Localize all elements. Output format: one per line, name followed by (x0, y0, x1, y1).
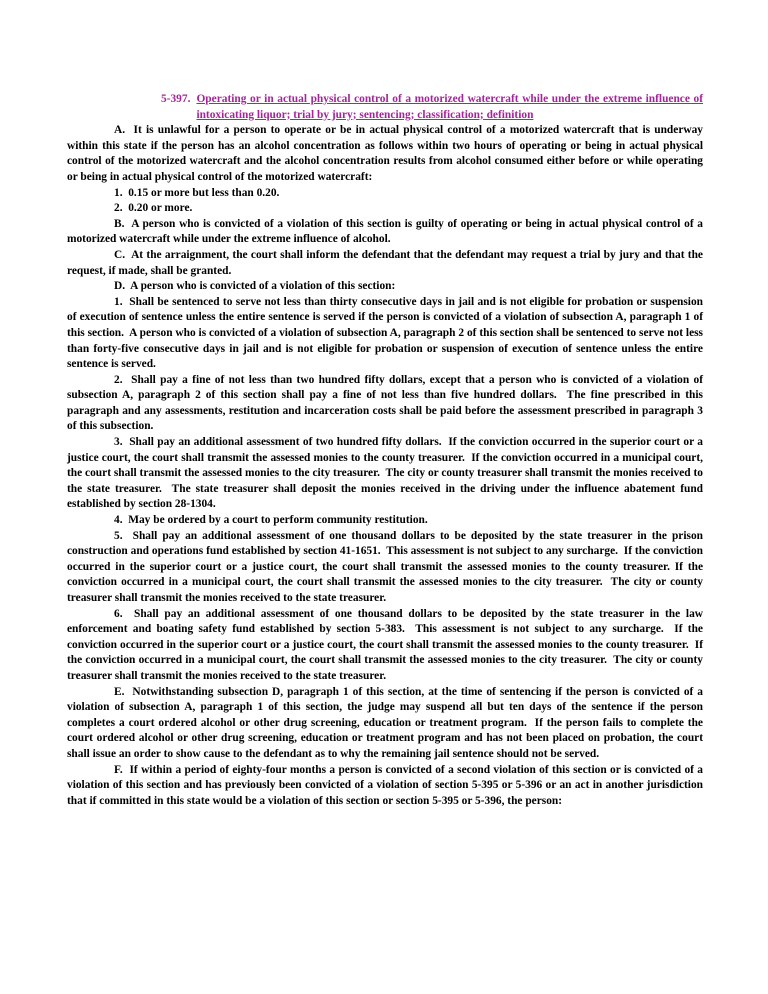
section-title: Operating or in actual physical control of a motorized watercraft while under the extreme influence of intoxicating liquor; trial by jury; sentencing; classification; definition (196, 93, 703, 121)
paragraph-d-5: 5. Shall pay an additional assessment of one thousand dollars to be deposited by the state treasurer in the prison construction and operations fund established by section 41-1651. This assessment is not subject to any surcharge. If the conviction occurred in the superior court or a justice court, the court shall transmit the assessed monies to the county treasurer. If the conviction occurred in a municipal court, the court shall transmit the assessed monies to the city treasurer. The city or county treasurer shall transmit the monies received to the state treasurer. (67, 529, 703, 604)
section-heading (161, 92, 703, 123)
paragraph-e: E. Notwithstanding subsection D, paragraph 1 of this section, at the time of sentencing if the person is convicted of a violation of subsection A, paragraph 1 of this section, the judge may suspend all but ten days of the sentence if the person completes a court ordered alcohol or other drug screening, education or treatment program. If the person fails to complete the court ordered alcohol or other drug screening, education or treatment program and has not been placed on probation, the court shall issue an order to show cause to the defendant as to why the remaining jail sentence should not be served. (67, 685, 703, 760)
paragraph-d-6: 6. Shall pay an additional assessment of one thousand dollars to be deposited by the state treasurer in the law enforcement and boating safety fund established by section 5-383. This assessment is not subject to any surcharge. If the conviction occurred in the superior court or a justice court, the court shall transmit the assessed monies to the county treasurer. If the conviction occurred in a municipal court, the court shall transmit the assessed monies to the city treasurer. The city or county treasurer shall transmit the monies received to the state treasurer. (67, 607, 703, 682)
paragraph-a: A. It is unlawful for a person to operate or be in actual physical control of a motorized watercraft that is underway within this state if the person has an alcohol concentration as follows within two hours of operating or being in actual physical control of the motorized watercraft and the alcohol concentration results from alcohol consumed either before or while operating or being in actual physical control of the motorized watercraft: (67, 124, 703, 183)
paragraph-f: F. If within a period of eighty-four months a person is convicted of a second violation of this section or is convicted of a violation of this section and has previously been convicted of a violation of section 5-395 or 5-396 or an act in another jurisdiction that if committed in this state would be a violation of this section or section 5-395 or 5-396, the person: (67, 763, 703, 807)
paragraph-a-2: 2. 0.20 or more. (114, 202, 193, 215)
paragraph-d-4: 4. May be ordered by a court to perform community restitution. (114, 514, 428, 527)
section-number: 5-397. (161, 93, 191, 105)
paragraph-d-2: 2. Shall pay a fine of not less than two hundred fifty dollars, except that a person who is convicted of a violation of subsection A, paragraph 2 of this section shall pay a fine of not less than five hundred dollars. The fine prescribed in this paragraph and any assessments, restitution and incarceration costs shall be paid before the assessment prescribed in paragraph 3 of this subsection. (67, 373, 703, 433)
paragraph-c: C. At the arraignment, the court shall inform the defendant that the defendant may request a trial by jury and that the request, if made, shall be granted. (67, 248, 703, 277)
paragraph-d: D. A person who is convicted of a violation of this section: (114, 280, 396, 293)
paragraph-d-3: 3. Shall pay an additional assessment of two hundred fifty dollars. If the conviction occurred in the superior court or a justice court, the court shall transmit the assessed monies to the county treasurer. If the conviction occurred in a municipal court, the court shall transmit the assessed monies to the city treasurer. The city or county treasurer shall transmit the monies received to the state treasurer. The state treasurer shall deposit the monies received in the driving under the influence abatement fund established by section 28-1304. (67, 436, 703, 511)
statute-text (67, 92, 703, 809)
paragraph-d-1: 1. Shall be sentenced to serve not less than thirty consecutive days in jail and is not eligible for probation or suspension of execution of sentence unless the entire sentence is served if the person is convicted of a violation of subsection A, paragraph 1 of this section. A person who is convicted of a violation of subsection A, paragraph 2 of this section shall be sentenced to serve not less than forty-five consecutive days in jail and is not eligible for probation or suspension of execution of sentence unless the entire sentence is served. (67, 295, 703, 371)
paragraph-b: B. A person who is convicted of a violation of this section is guilty of operating or being in actual physical control of a motorized watercraft while under the extreme influence of alcohol. (67, 217, 703, 246)
paragraph-a-1: 1. 0.15 or more but less than 0.20. (114, 186, 280, 199)
